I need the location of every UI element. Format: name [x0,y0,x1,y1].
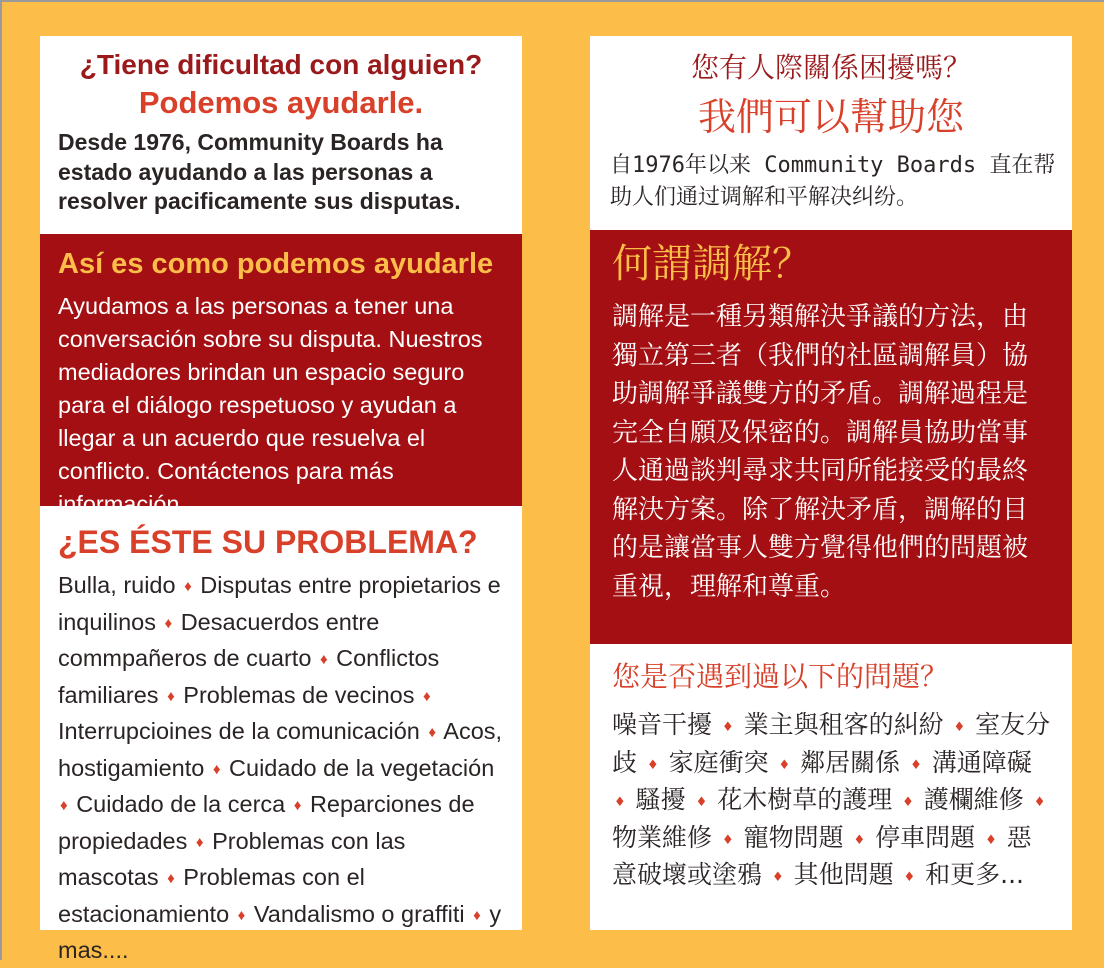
diamond-separator-icon: ♦ [646,757,659,773]
chinese-problem-heading: 您是否遇到過以下的問題？ [612,660,949,693]
diamond-separator-icon: ♦ [853,832,866,848]
diamond-separator-icon: ♦ [237,906,246,924]
diamond-separator-icon: ♦ [1033,795,1046,810]
diamond-separator-icon: ♦ [293,797,302,814]
chinese-problem-item: 物業維修 [612,822,713,852]
diamond-separator-icon: ♦ [473,906,481,924]
chinese-what-section [590,230,1072,644]
spanish-problem-item: y mas.... [58,900,502,963]
diamond-separator-icon: ♦ [167,870,175,887]
chinese-problem-item: 和更多... [925,860,1024,889]
diamond-separator-icon: ♦ [319,651,328,668]
spanish-problem-item: Cuidado de la cerca [76,791,286,817]
spanish-problem-item: Interrupcioines de la comunicación [58,718,420,744]
spanish-how-heading: Así es como podemos ayudarle [58,248,494,280]
top-border [0,0,1104,2]
chinese-problem-item: 惡意破壞或塗鴉 [612,822,1032,889]
chinese-help-heading: 我們可以幫助您 [697,95,964,139]
spanish-problem-list [58,568,510,968]
chinese-problem-item: 騷擾 [635,785,686,814]
spanish-problem-item: Problemas con las mascotas [58,827,406,890]
chinese-problem-list [612,708,1052,896]
spanish-panel [40,36,522,963]
chinese-problem-item: 業主與租客的糾紛 [743,710,944,739]
diamond-separator-icon: ♦ [195,833,204,851]
spanish-problem-item: Problemas con el estacionamiento [58,864,365,927]
chinese-panel [590,36,1072,930]
chinese-problem-section [590,644,1072,930]
spanish-problem-item: Problemas de vecinos [183,681,415,708]
chinese-what-text: 調解是一種另類解決爭議的方法，由獨立第三者（我們的社區調解員）協助調解爭議雙方的矛盾。調解過程是完全自願及保密的。調解員協助當事人通過談判尋求共同所能接受的最終解決方案。除了解決矛盾，調解的目的是讓當事人雙方覺得他們的問題被重視，理解和尊重。 [612,302,1029,602]
diamond-separator-icon: ♦ [167,687,175,705]
left-border [0,0,2,960]
spanish-intro-section [40,36,522,234]
spanish-question: ¿Tiene dificultad con alguien? [79,49,483,80]
chinese-problem-item: 家庭衝突 [668,747,769,777]
diamond-separator-icon: ♦ [695,795,708,810]
spanish-problem-section [40,506,522,963]
chinese-problem-item: 室友分歧 [612,710,1051,777]
diamond-separator-icon: ♦ [423,687,431,705]
spanish-problem-item: Bulla, ruido [58,572,176,598]
diamond-separator-icon: ♦ [60,797,68,814]
diamond-separator-icon: ♦ [903,870,916,885]
diamond-separator-icon: ♦ [721,832,734,848]
chinese-problem-item: 溝通障礙 [931,747,1032,777]
chinese-problem-item: 停車問題 [875,822,976,852]
spanish-problem-item: Desacuerdos entre commpañeros de cuarto [58,608,380,671]
spanish-help-heading: Podemos ayudarle. [138,85,424,120]
diamond-separator-icon: ♦ [721,720,734,735]
spanish-intro-text: Desde 1976, Community Boards ha estado ayudando a las personas a resolver pacificamente sus disputas. [58,129,461,214]
spanish-problem-item: Reparciones de propiedades [58,791,475,854]
chinese-what-heading: 何謂調解？ [612,241,812,287]
diamond-separator-icon: ♦ [902,795,914,810]
spanish-problem-item: Disputas entre propietarios e inquilinos [58,572,501,635]
chinese-problem-item: 其他問題 [793,860,894,889]
spanish-problem-item: Acos, hostigamiento [58,718,503,781]
diamond-separator-icon: ♦ [910,757,922,773]
chinese-intro-text: 自1976年以来 Community Boards 直在帮助人们通过调解和平解决纠纷。 [610,153,1056,210]
diamond-separator-icon: ♦ [778,757,791,773]
spanish-how-section [40,234,522,517]
spanish-problem-item: Conflictos familiares [58,645,440,708]
chinese-question: 您有人際關係困擾嗎？ [690,51,971,84]
diamond-separator-icon: ♦ [614,795,626,810]
diamond-separator-icon: ♦ [953,720,966,735]
diamond-separator-icon: ♦ [212,760,221,778]
chinese-intro-section [590,36,1072,230]
spanish-how-text: Ayudamos a las personas a tener una conversación sobre su disputa. Nuestros mediadores brindan un espacio seguro para el diálogo respetuoso y ayudan a llegar a un acuerdo que resuelva el conflicto. Contáctenos para más información. [58,293,483,517]
chinese-problem-item: 花木樹草的護理 [717,785,893,814]
diamond-separator-icon: ♦ [184,578,192,595]
diamond-separator-icon: ♦ [428,724,437,741]
chinese-problem-item: 鄰居關係 [800,747,901,777]
spanish-problem-item: Cuidado de la vegetación [229,754,495,781]
diamond-separator-icon: ♦ [771,870,784,885]
spanish-problem-heading: ¿ES ÉSTE SU PROBLEMA? [58,524,478,560]
chinese-problem-item: 噪音干擾 [612,710,713,739]
spanish-problem-item: Vandalismo o graffiti [253,900,465,927]
diamond-separator-icon: ♦ [985,832,997,848]
chinese-problem-item: 寵物問題 [743,822,844,852]
chinese-problem-item: 護欄維修 [923,785,1024,814]
diamond-separator-icon: ♦ [164,614,173,632]
